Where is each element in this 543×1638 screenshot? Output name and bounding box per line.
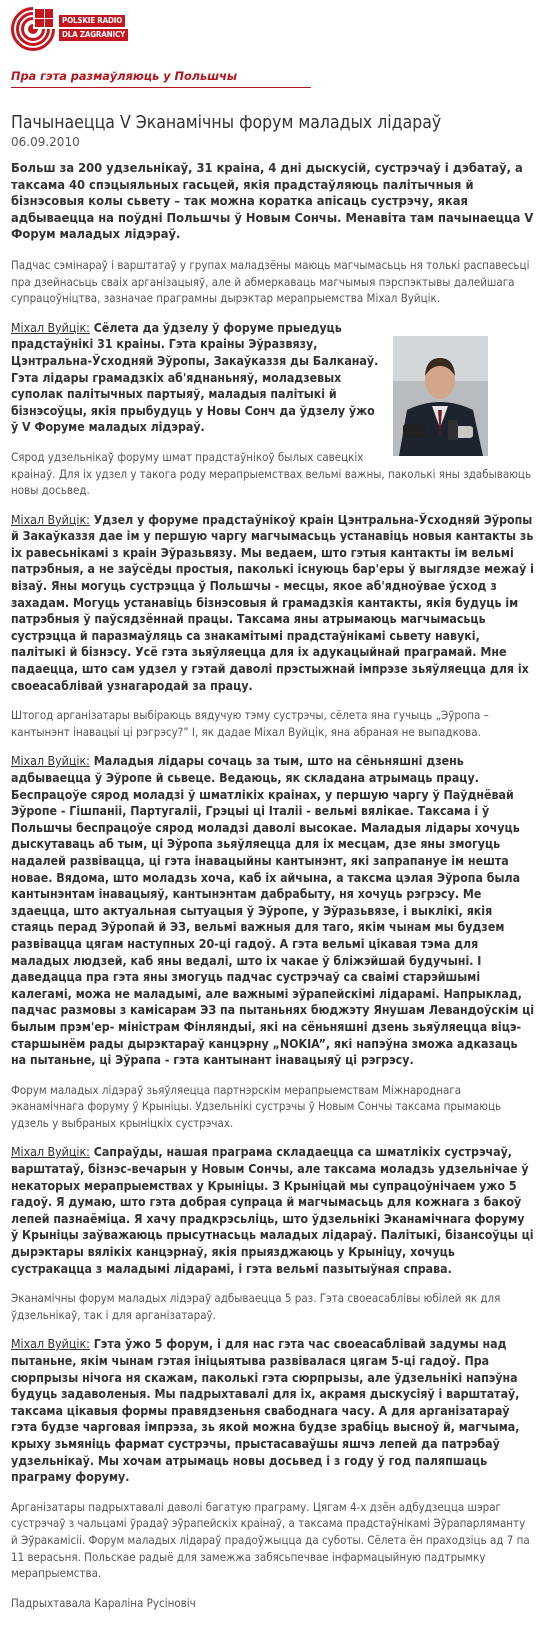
interview-answer <box>11 753 535 1068</box>
article-signature: Падрыхтавала Караліна Русіновіч <box>11 1595 196 1610</box>
speaker-name: Міхал Вуйцік: <box>11 512 90 527</box>
article-date: 06.09.2010 <box>11 135 80 149</box>
speaker-name: Міхал Вуйцік: <box>11 320 90 335</box>
speaker-name: Міхал Вуйцік: <box>11 1145 90 1160</box>
speaker-name: Міхал Вуйцік: <box>11 1337 90 1352</box>
polskie-radio-logo-icon[interactable] <box>11 7 55 51</box>
article-body <box>11 161 535 1625</box>
brand-line-2: DLA ZAGRANICY <box>59 29 128 41</box>
brand-line-1: POLSKIE RADIO <box>59 15 125 27</box>
speaker-name: Міхал Вуйцік: <box>11 754 90 769</box>
article-lead: Больш за 200 удзельнікаў, 31 краіна, 4 дні дыскусій, сустрэчаў і дэбатаў, а таксама 40 спэцыяльных гасьцей, якія прадстаўляюць палітычныя й бізнэсовыя колы сьвету – так можна коратка апісаць сустрэчу, якая адбываецца на поўдні Польшчы ў Новым Сончы. Менавіта там пачынаецца V Форум маладых лідэраў. <box>11 161 534 243</box>
answer-text: Маладыя лідары сочаць за тым, што на сёньняшні дзень адбываецца ў Эўропе й сьвеце. Ведаюць, як складана атрымаць працу. Беспрацоўе сярод моладзі ў шматлікіх краінах, у першую чаргу ў Паўднёвай Эўропе - Гішпаніі, Партугаліі, Грэцыі ці Італіі - вельмі вялікае. Таксама і ў Польшчы беспрацоўе сярод моладзі даволі высокае. Маладыя лідары хочуць дыскутаваць аб тым, ці Эўропа зьяўляецца для іх месцам, дзе яны змогуць надалей развівацца, ці гэта інавацыйны кантынэнт, які запрапануе ім нешта новае. Вядома, што моладзь хоча, каб іх айчына, а таксма цэлая Эўропа была кантынэнтам інавацыяў, кантынэнтам дабрабыту, ня хочуць рэгрэсу. Ме здаецца, што актуальная сытуацыя ў Эўропе, у Эўразьвязе, і выклікі, якія стаяць перад Эўропай й ЭЗ, вельмі важныя для таго, якім чынам мы будзем развівацца цягам наступных 20-ці гадоў. А гэта вельмі цікавая тэма для маладых людзей, каб яны ведалі, што іх чакае ў бліжэйшай будучыні. І даведацца пра гэта яны змогуць падчас сустрэчаў са сваімі старэйшымі калегамі, можа не маладымі, але важнымі эўрапейскімі лідарамі. Напрыклад, падчас размовы з камісарам ЭЗ па пытаньнях бюджэту Янушам Левандоўскім ці былым прэм'ер- міністрам Фінляндыі, які на сёньняшні дзень зьяўляецца віцэ-старшынём рады дырэктараў канцэрну „NOKIA”, які напэўна зможа адказаць на пытаньне, ці Эўрапа - гэта кантынант інавацыяў ці рэгрэсу. <box>11 754 535 1068</box>
answer-text: Сёлета да ўдзелу ў форуме прыедуць прадстаўнікі 31 краіны. Гэта краіны Эўразвязу, Цэнтральна-Ўсходняй Эўропы, Закаўказзя ды Балканаў. Гэта лідары грамадзкіх аб'яднаньняў, моладзевых суполак палітычных партыяў, маладыя палітыкі й бізнэсоўцы, якія прыбудуць у Новы Сонч да ўдзелу ўжо ў V Форуме маладых лідэраў. <box>11 320 379 435</box>
article-paragraph: Эканамічны форум маладых лідэраў адбываецца 5 раз. Гэта своеасаблівы юбілей як для ўдзельнікаў, так і для арганізатараў. <box>11 1291 501 1322</box>
article-paragraph: Сярод удзельнікаў форуму шмат прадстаўнікоў былых савецкіх краінаў. Для іх удзел у такога роду мерапрыемствах вельмі важны, паколькі яны здабываюць новы досьвед. <box>11 449 532 498</box>
article-paragraph: Штогод арганізатары выбіраюць вядучую тэму сустрэчы, сёлета яна гучыць „Эўропа – кантынэнт інавацыі ці рэгрэсу?” І, як дадае Міхал Вуйцік, яна абраная не выпадкова. <box>11 708 489 739</box>
site-header <box>11 6 535 52</box>
answer-text: Сапраўды, нашая праграма складаецца са шматлікіх сустрэчаў, варштатаў, бізнэс-вечарын у Новым Сончы, але таксама моладзь удзельнічае ў некаторых мерапрыемствах у Крыніцы. З Крыніцай мы супрацоўнічаем ужо 5 гадоў. Я думаю, што гэта добрая супраца й магчымасьць для кожнага з бакоў лепей пазнаёміца. Я хачу прадкрэсьліць, што ўдзельнікі Эканамічнага форуму ў Крыніцы заўважаюць прысутнасьць маладых лідараў. Палітыкі, бізансоўцы ці дырэктары вялікіх канцэрнаў, якія прыязджаюць у Крыніцу, хочуць сустракацца з маладымі лідарамі, і гэта вельмі пазытыўная справа. <box>11 1145 534 1276</box>
article-title: Пачынаецца V Эканамічны форум маладых лідараў <box>11 113 442 133</box>
answer-text: Удзел у форуме прадстаўнікоў краін Цэнтральна-Ўсходняй Эўропы й Закаўказзя дае ім у першую чаргу магчымасьць устанавіць новыя кантакты зь іх равесьнікамі з краін Эўразьвязу. Мы ведаем, што гэтыя кантакты ім вельмі патрэбныя, а не заўсёды простыя, паколькі існуюць бар'еры ў выглядзе межаў і візаў. Яны могуць сустрэцца ў Польшчы - месцы, якое аб'ядноўвае ўсход з захадам. Могуць устанавіць бізнэсовыя й грамадзкія кантакты, якія будуць ім патрэбныя ў паўсядзённай працы. Таксама яны атрымаюць магчымасьць сустрэцца й паразмаўляць са знакамітымі прадстаўнікамі сьвету навукі, палітыкі й бізнэсу. Усё гэта зьяўляецца для іх адукацыйнай праграмай. Мне падаецца, што сам удзел у гэтай даволі прэстыжнай імпрэзе зьяўляецца для іх своеасаблівай узнагародай за працу. <box>11 512 534 693</box>
article-paragraph: Арганізатары падрыхтавалі даволі багатую праграму. Цягам 4-х дзён адбудзецца шэраг сустрэчаў з чальцамі ўрадаў эўрапейскіх краінаў, а таксама прадстаўнікамі Эўрапарляманту й Эўракамісіі. Форум маладых лідараў прадоўжыцца да суботы. Сёлета ён праходзіць ад 7 па 11 верасьня. Польскае радыё для замежжа забясьпечвае інфармацыйную падтрымку мерапрыемства. <box>11 1499 530 1581</box>
article-paragraph: Форум маладых лідэраў зьяўляецца партнэрскім мерапрыемствам Міжнароднага эканамічнага форуму ў Крыніцы. Удзельнікі сустрэчы ў Новым Сончы таксама прымаюць удзель у выбраных крыніцкіх сустрэчах. <box>11 1082 502 1130</box>
interview-answer <box>11 1144 535 1277</box>
interview-answer <box>11 512 535 695</box>
article-paragraph: Падчас сэмінараў і варштатаў у групах маладзёны маюць магчымасьць ня толькі распавесьці пра дзейнасьць сваіх арганізацыяў, але й абмеркаваць магчымыя пэрспэктывы далейшага супрацоўніцтва, зазначае праграмны дырэктар мерапрыемства Міхал Вуйцік. <box>11 257 530 306</box>
section-link[interactable]: Пра гэта размаўляюць у Польшчы <box>11 70 311 88</box>
speaker-photo <box>393 336 488 456</box>
interview-answer <box>11 1336 535 1485</box>
answer-text: Гэта ўжо 5 форум, і для нас гэта час своеасаблівай задумы над пытаньне, якім чынам гэтая ініцыятыва развівалася цягам 5-ці гадоў. Пра сюрпрызы нічога ня скажам, паколькі гэта сюрпрызы, але ўдзельнікі напэўна будуць задаволеныя. Мы падрыхтавалі для іх, акрамя дыскусіяў і варштатаў, таксама цікавыя формы правядзеньня свабоднага часу. А для арганізатараў гэта будзе чарговая імпрэза, зь якой можна будзе зрабіць высноў й, магчыма, крыху зьмяніць фармат сустрэчы, прыстасаваўшы яшчэ лепей да патрэбаў удзельнікаў. Мы хочам атрымаць новы досьвед і з году ў год паляпшаць праграму форуму. <box>11 1337 520 1485</box>
brand-wordmark[interactable] <box>59 15 128 43</box>
